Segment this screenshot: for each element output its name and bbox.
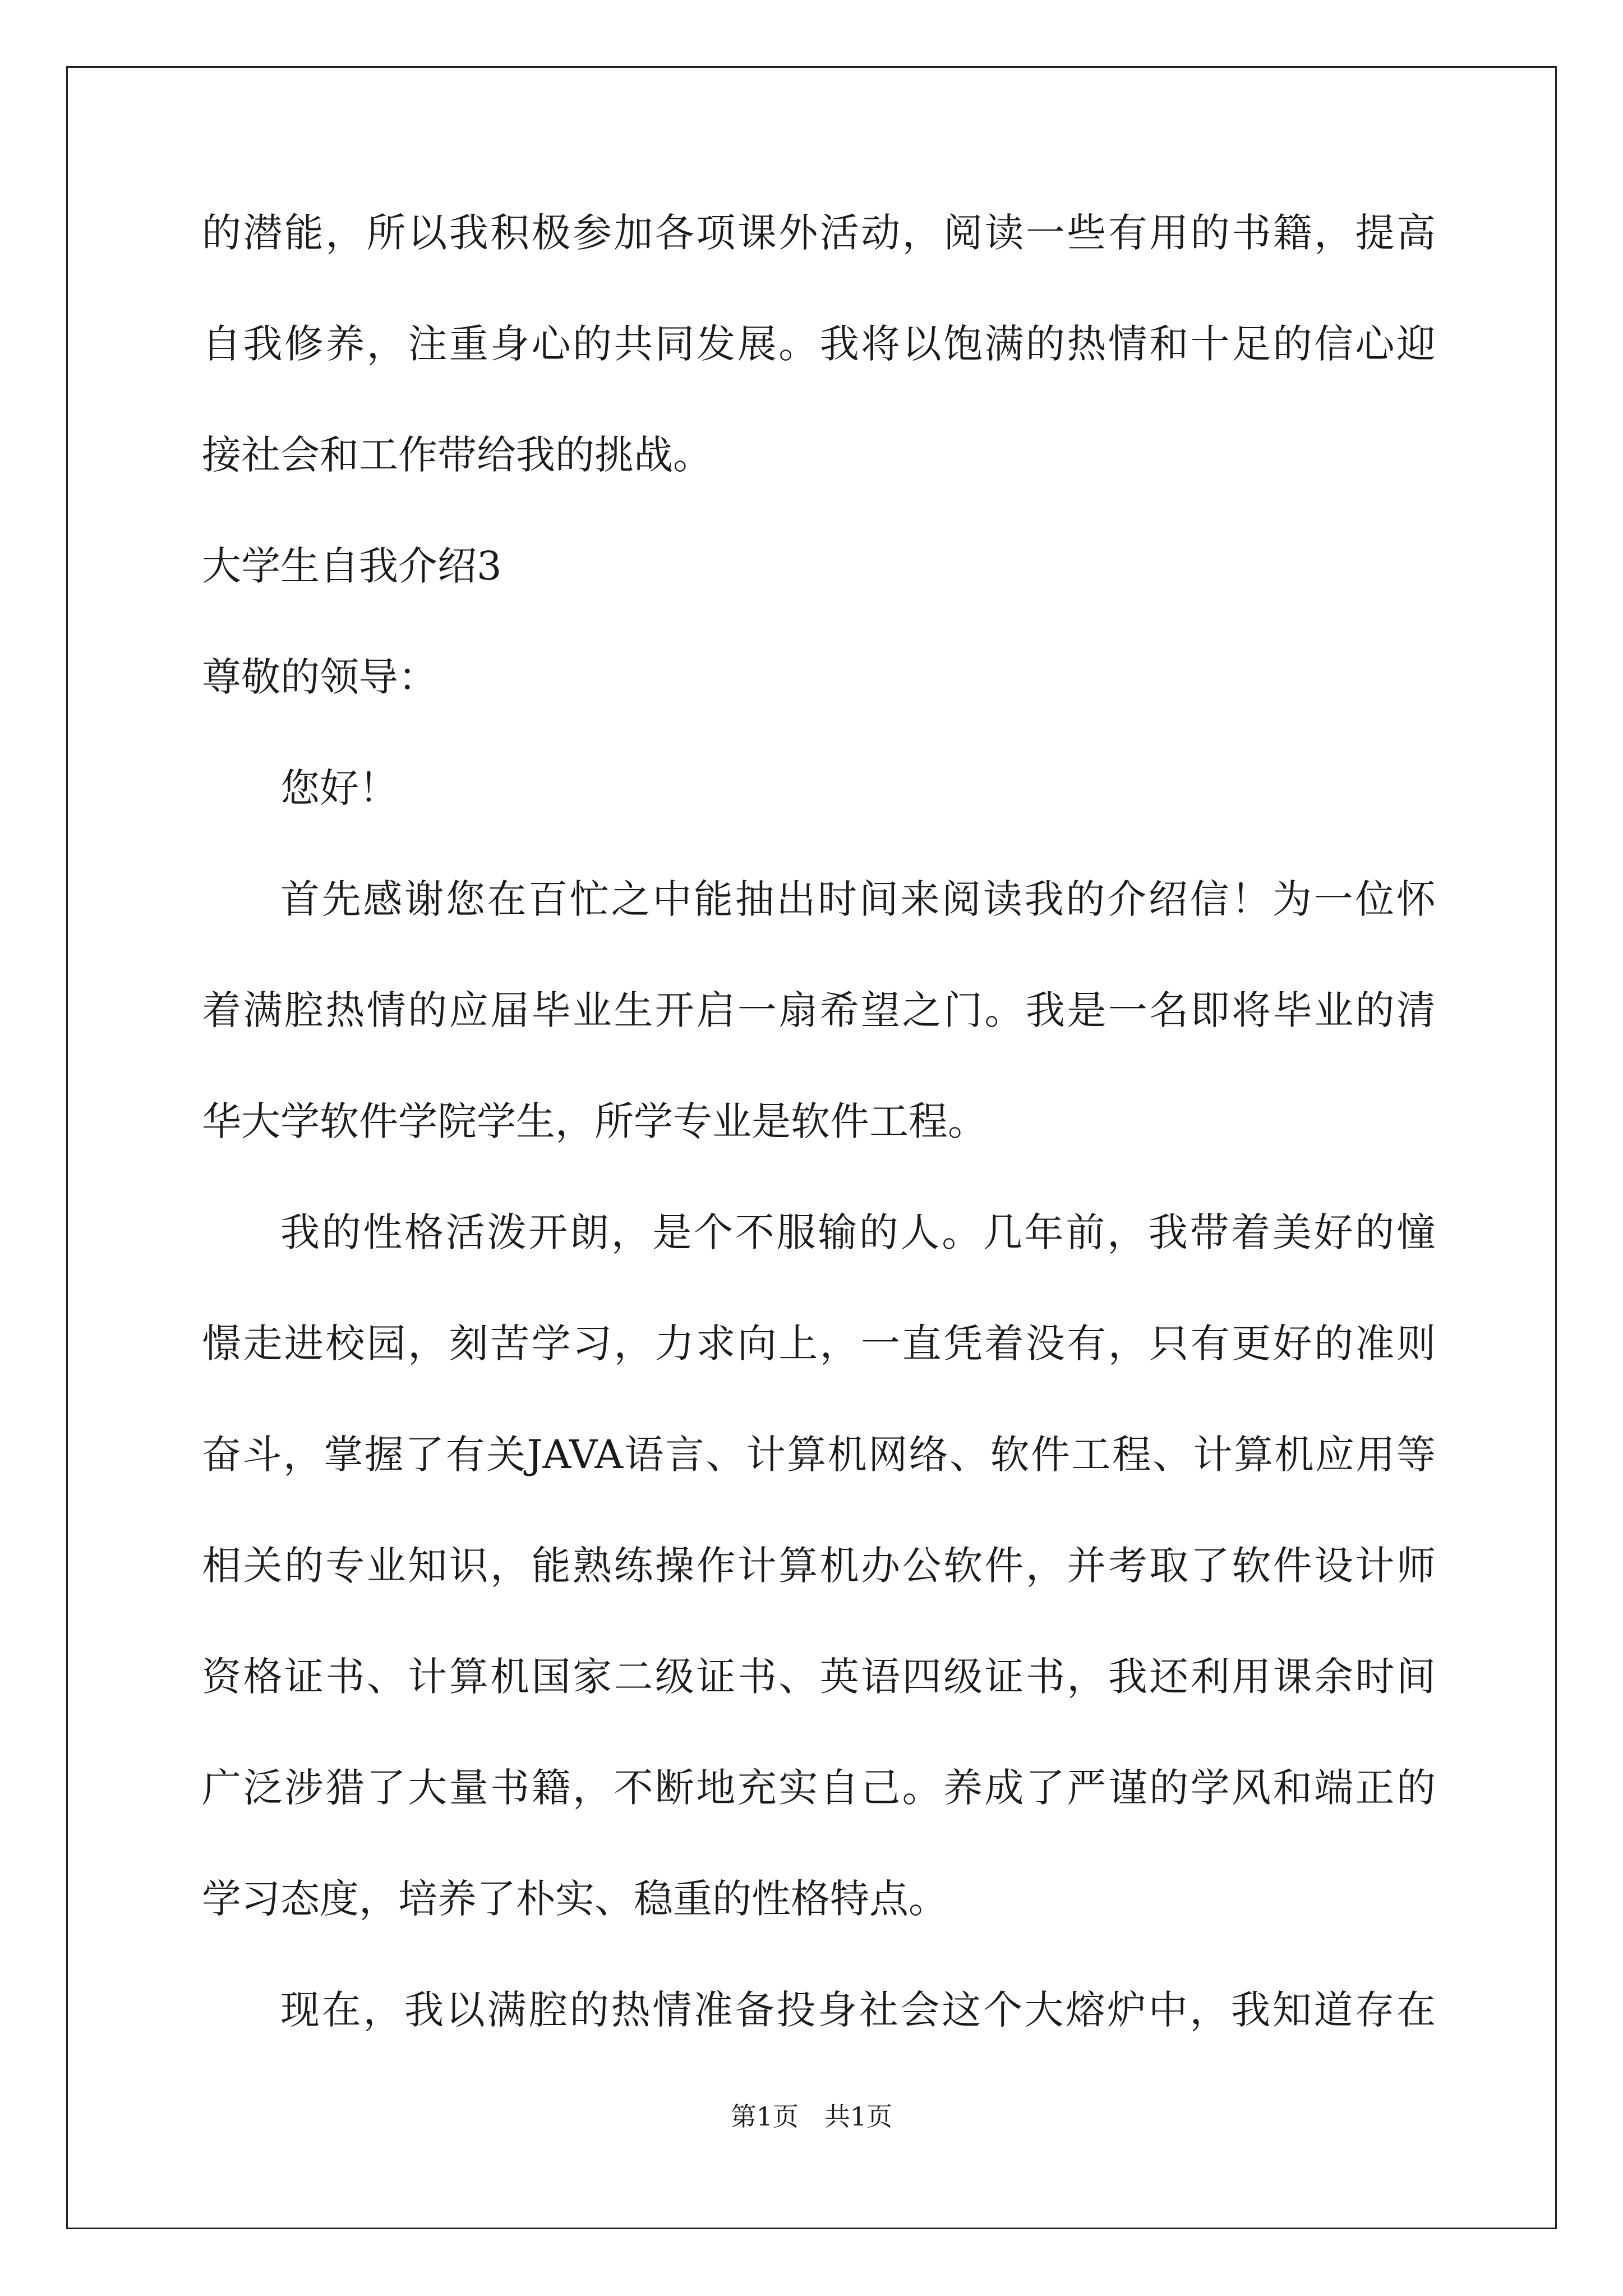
page-number: 第1页 共1页 xyxy=(730,2101,893,2132)
salutation: 尊敬的领导： xyxy=(202,654,437,700)
body-line: 华大学软件学院学生，所学专业是软件工程。 xyxy=(202,1098,987,1144)
body-line: 广泛涉猎了大量书籍，不断地充实自己。养成了严谨的学风和端正的 xyxy=(202,1765,1436,1811)
document-body xyxy=(202,210,1436,2033)
body-line: 接社会和工作带给我的挑战。 xyxy=(202,432,712,478)
greeting: 您好！ xyxy=(280,765,398,811)
body-line: 学习态度，培养了朴实、稳重的性格特点。 xyxy=(202,1876,948,1922)
body-line: 自我修养，注重身心的共同发展。我将以饱满的热情和十足的信心迎 xyxy=(202,321,1436,367)
body-line: 我的性格活泼开朗，是个不服输的人。几年前，我带着美好的憧 xyxy=(280,1209,1436,1255)
body-line: 奋斗，掌握了有关JAVA语言、计算机网络、软件工程、计算机应用等 xyxy=(202,1432,1436,1478)
body-line: 资格证书、计算机国家二级证书、英语四级证书，我还利用课余时间 xyxy=(202,1654,1436,1700)
body-line: 现在，我以满腔的热情准备投身社会这个大熔炉中，我知道存在 xyxy=(280,1987,1436,2033)
section-heading: 大学生自我介绍3 xyxy=(202,543,502,589)
body-line: 着满腔热情的应届毕业生开启一扇希望之门。我是一名即将毕业的清 xyxy=(202,987,1436,1033)
body-line: 的潜能，所以我积极参加各项课外活动，阅读一些有用的书籍，提高 xyxy=(202,210,1436,256)
body-line: 首先感谢您在百忙之中能抽出时间来阅读我的介绍信！为一位怀 xyxy=(280,876,1436,922)
body-line: 相关的专业知识，能熟练操作计算机办公软件，并考取了软件设计师 xyxy=(202,1543,1436,1589)
body-line: 憬走进校园，刻苦学习，力求向上，一直凭着没有，只有更好的准则 xyxy=(202,1320,1436,1366)
